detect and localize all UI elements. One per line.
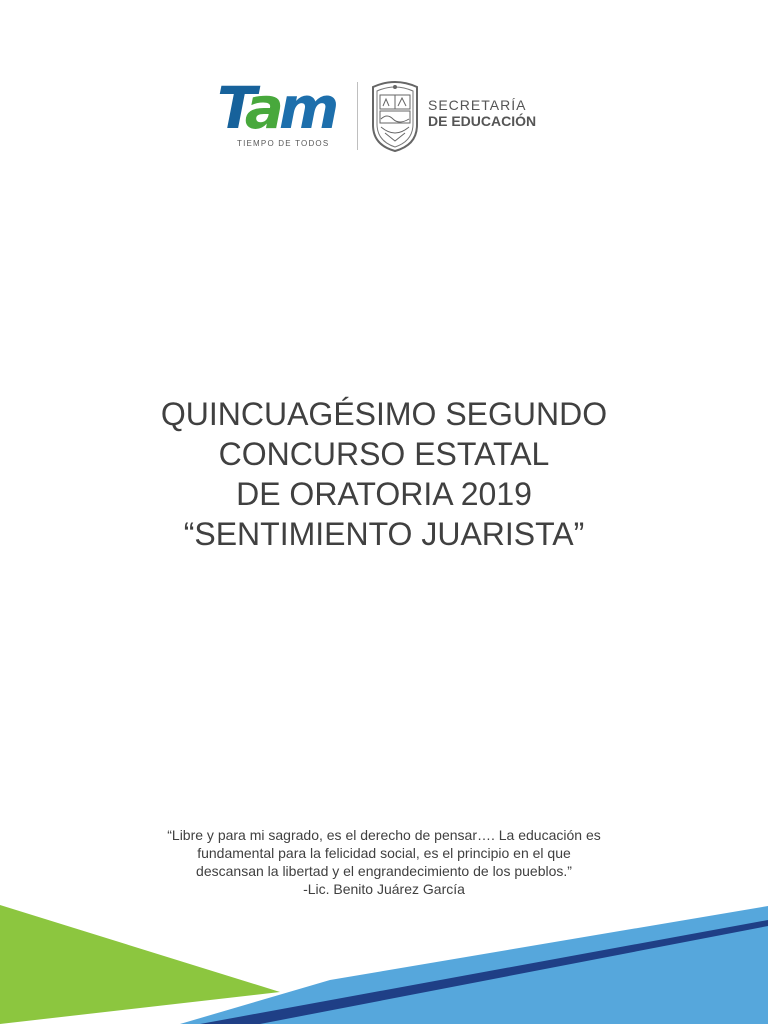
agency-name-line2: DE EDUCACIÓN bbox=[428, 113, 537, 129]
title-line: QUINCUAGÉSIMO SEGUNDO bbox=[160, 396, 608, 432]
title-line: “SENTIMIENTO JUARISTA” bbox=[183, 516, 585, 552]
footer-blue-shape bbox=[180, 906, 768, 1024]
quote-line: “Libre y para mi sagrado, es el derecho de pensar…. La educación es bbox=[167, 827, 601, 843]
title-line: DE ORATORIA 2019 bbox=[236, 476, 532, 512]
tam-logo-word: Tam bbox=[217, 74, 335, 142]
quote-line: descansan la libertad y el engrandecimiento de los pueblos.” bbox=[196, 863, 572, 879]
quote-attribution: -Lic. Benito Juárez García bbox=[303, 881, 465, 897]
quote-line: fundamental para la felicidad social, es el principio en el que bbox=[197, 845, 571, 861]
title-line: CONCURSO ESTATAL bbox=[218, 436, 550, 472]
footer-green-shape bbox=[0, 905, 280, 1024]
agency-name-line1: SECRETARÍA bbox=[428, 97, 527, 113]
tam-logo-tagline: TIEMPO DE TODOS bbox=[237, 139, 330, 148]
